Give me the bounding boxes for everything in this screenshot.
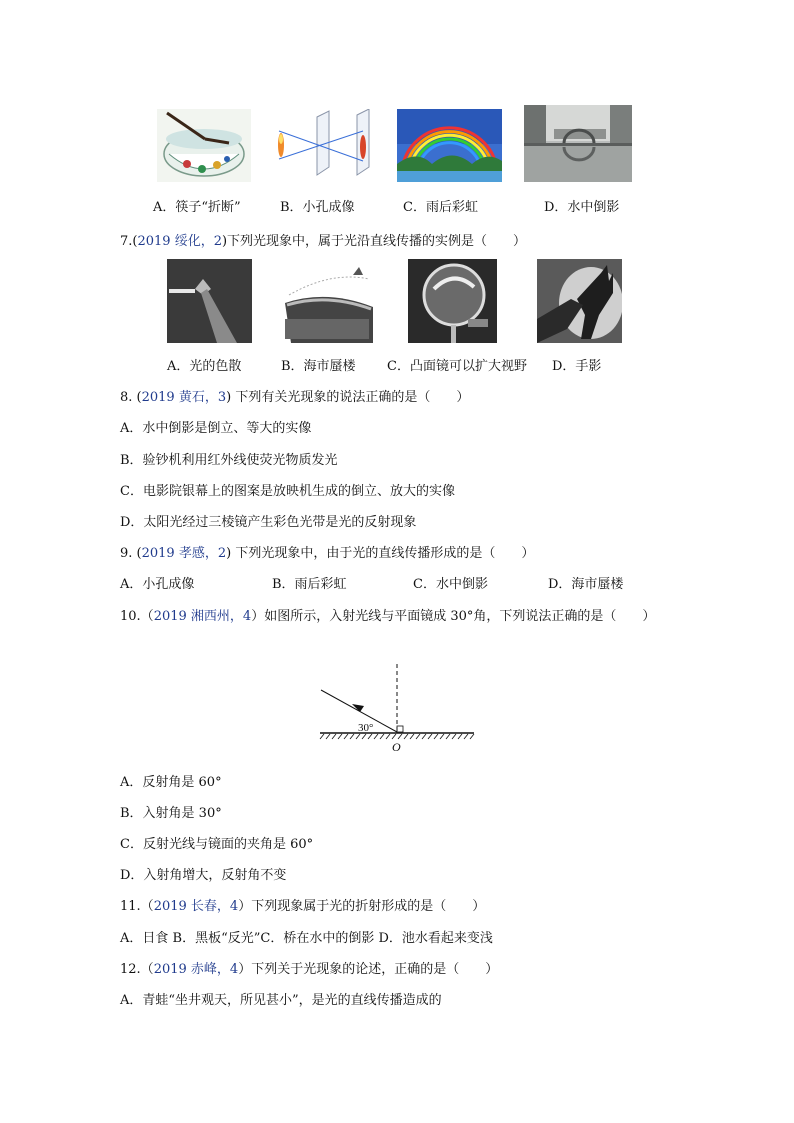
q11-stem: 11.（2019 长春，4）下列现象属于光的折射形成的是（ ）: [120, 899, 486, 914]
q8-option-d: D．太阳光经过三棱镜产生彩色光带是光的反射现象: [120, 515, 417, 530]
rainbow-image: [397, 109, 502, 182]
hand-shadow-image: [537, 259, 622, 343]
q9-option-c: C．水中倒影: [413, 577, 488, 592]
pinhole-camera-image: [271, 109, 378, 182]
q6-option-d: D．水中倒影: [544, 200, 620, 215]
q7-stem: 7.(2019 绥化，2)下列光现象中，属于光沿直线传播的实例是（ ）: [120, 234, 527, 249]
reflection-diagram: [316, 660, 480, 756]
q8-option-c: C．电影院银幕上的图案是放映机生成的倒立、放大的实像: [120, 484, 455, 499]
bridge-reflection-image: [524, 105, 632, 182]
q12-stem: 12.（2019 赤峰，4）下列关于光现象的论述，正确的是（ ）: [120, 962, 499, 977]
q6-option-c: C．雨后彩虹: [403, 200, 478, 215]
q8-source: 2019 黄石，3: [141, 390, 227, 405]
q11-source: 2019 长春，4: [153, 899, 239, 914]
q7-option-c: C．凸面镜可以扩大视野: [387, 359, 527, 374]
point-o-label: O: [392, 740, 401, 754]
q6-option-b: B．小孔成像: [280, 200, 355, 215]
q12-source: 2019 赤峰，4: [153, 962, 239, 977]
light-ray-image: [167, 259, 252, 343]
q9-option-b: B．雨后彩虹: [272, 577, 347, 592]
q9-option-a: A．小孔成像: [120, 577, 195, 592]
q8-option-b: B．验钞机利用红外线使荧光物质发光: [120, 453, 338, 468]
q10-option-c: C．反射光线与镜面的夹角是 60°: [120, 837, 314, 852]
bowl-chopstick-image: [157, 109, 251, 182]
q8-stem: 8. (2019 黄石，3) 下列有关光现象的说法正确的是（ ）: [120, 390, 470, 405]
q10-source: 2019 湘西州，4: [153, 609, 252, 624]
convex-mirror-image: [408, 259, 497, 343]
q10-option-b: B．入射角是 30°: [120, 806, 222, 821]
q10-stem: 10.（2019 湘西州，4）如图所示，入射光线与平面镜成 30°角，下列说法正确的是（ ）: [120, 609, 656, 624]
q11-options: A．日食 B．黑板“反光”C．桥在水中的倒影 D．池水看起来变浅: [120, 931, 493, 946]
q9-option-d: D．海市蜃楼: [548, 577, 624, 592]
q12-option-a: A．青蛙“坐井观天，所见甚小”，是光的直线传播造成的: [120, 993, 442, 1008]
q8-option-a: A．水中倒影是倒立、等大的实像: [120, 421, 312, 436]
q7-source: 2019 绥化，2: [137, 234, 222, 249]
q6-option-a: A．筷子“折断”: [153, 200, 241, 215]
q7-option-d: D．手影: [552, 359, 602, 374]
q10-option-a: A．反射角是 60°: [120, 775, 222, 790]
angle-label: 30°: [358, 722, 374, 734]
q7-option-b: B．海市蜃楼: [281, 359, 356, 374]
mirage-image: [281, 259, 373, 343]
q9-stem: 9. (2019 孝感，2) 下列光现象中，由于光的直线传播形成的是（ ）: [120, 546, 535, 561]
q7-option-a: A．光的色散: [167, 359, 242, 374]
q9-source: 2019 孝感，2: [141, 546, 227, 561]
q10-option-d: D．入射角增大，反射角不变: [120, 868, 287, 883]
